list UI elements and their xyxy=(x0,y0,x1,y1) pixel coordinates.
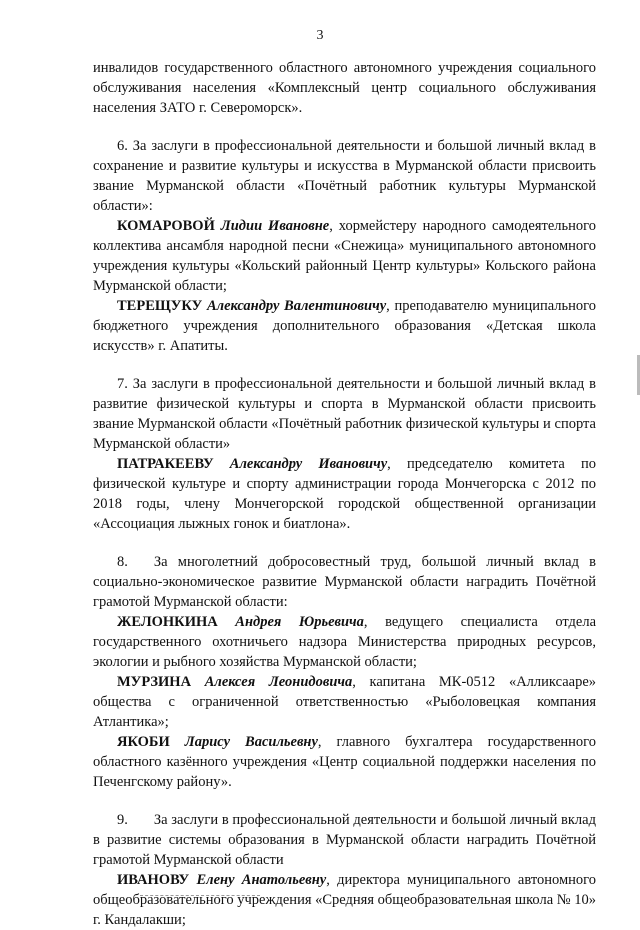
section-7-entry-1 xyxy=(93,454,596,534)
entry-text: , председателю комитета по физической культуре и спорту администрации города Мончегорска с 2012 по 2018 годы, члену Мончегорской городской общественной организации «Ассоциация лыжных гонок и биатлона». xyxy=(93,456,596,532)
section-number: 9. xyxy=(117,812,128,828)
surname: ЯКОБИ xyxy=(117,734,170,750)
surname: ПАТРАКЕЕВУ xyxy=(117,456,214,472)
surname: ИВАНОВУ xyxy=(117,872,190,888)
given-name: Александру Ивановичу xyxy=(229,456,388,472)
section-7-heading: 7. За заслуги в профессиональной деятельности и большой личный вклад в развитие физической культуры и спорта в Мурманской области присвоить звание Мурманской области «Почётный работник физической культуры и спорта Мурманской области» xyxy=(93,376,596,452)
surname: ТЕРЕЩУКУ xyxy=(117,298,203,314)
scan-footer-marks xyxy=(140,895,260,897)
entry-text: , преподавателю муниципального бюджетного учреждения дополнительного образования «Детская школа искусств» г. Апатиты. xyxy=(93,298,596,354)
intro-paragraph: инвалидов государственного областного автономного учреждения социального обслуживания населения «Комплексный центр социального обслуживания населения ЗАТО г. Североморск». xyxy=(93,60,596,116)
document-body xyxy=(93,58,596,930)
given-name: Ларису Васильевну xyxy=(184,734,318,750)
section-number: 8. xyxy=(117,554,128,570)
section-9-heading: 9. За заслуги в профессиональной деятельности и большой личный вклад в развитие системы образования в Мурманской области наградить Почётной грамотой Мурманской области xyxy=(93,812,596,868)
section-6-heading: 6. За заслуги в профессиональной деятельности и большой личный вклад в сохранение и развитие культуры и искусства в Мурманской области присвоить звание Мурманской области «Почётный работник культуры Мурманской области»: xyxy=(93,138,596,214)
section-8-heading: 8. За многолетний добросовестный труд, большой личный вклад в социально-экономическое развитие Мурманской области наградить Почётной грамотой Мурманской области: xyxy=(93,554,596,610)
section-9-entry-1 xyxy=(93,870,596,930)
section-8-entry-1 xyxy=(93,612,596,672)
section-6-entry-1 xyxy=(93,216,596,296)
given-name: Елену Анатольевну xyxy=(196,872,327,888)
section-6-entry-2 xyxy=(93,296,596,356)
surname: ЖЕЛОНКИНА xyxy=(117,614,218,630)
section-8-entry-2 xyxy=(93,672,596,732)
entry-text: , директора муниципального автономного общеобразовательного учреждения «Средняя общеобразовательная школа № 10» г. Кандалакши; xyxy=(93,872,596,928)
entry-text: , капитана МК-0512 «Алликсааре» общества с ограниченной ответственностью «Рыболовецкая компания Атлантика»; xyxy=(93,674,596,730)
page-number: 3 xyxy=(316,28,324,43)
surname: МУРЗИНА xyxy=(117,674,192,690)
surname: КОМАРОВОЙ xyxy=(117,218,215,234)
given-name: Андрея Юрьевича xyxy=(235,614,364,630)
section-8-entry-3 xyxy=(93,732,596,792)
entry-text: , ведущего специалиста отдела государственного охотничьего надзора Министерства природных ресурсов, экологии и рыбного хозяйства Мурманской области; xyxy=(93,614,597,670)
given-name: Алексея Леонидовича xyxy=(204,674,353,690)
entry-text: , хормейстеру народного самодеятельного коллектива ансамбля народной песни «Снежица» муниципального автономного учреждения культуры «Кольский районный Центр культуры» Кольского района Мурманской области; xyxy=(93,218,596,294)
given-name: Лидии Ивановне xyxy=(220,218,330,234)
entry-text: , главного бухгалтера государственного областного казённого учреждения «Центр социальной поддержки населения по Печенгскому району». xyxy=(93,734,596,790)
given-name: Александру Валентиновичу xyxy=(206,298,387,314)
